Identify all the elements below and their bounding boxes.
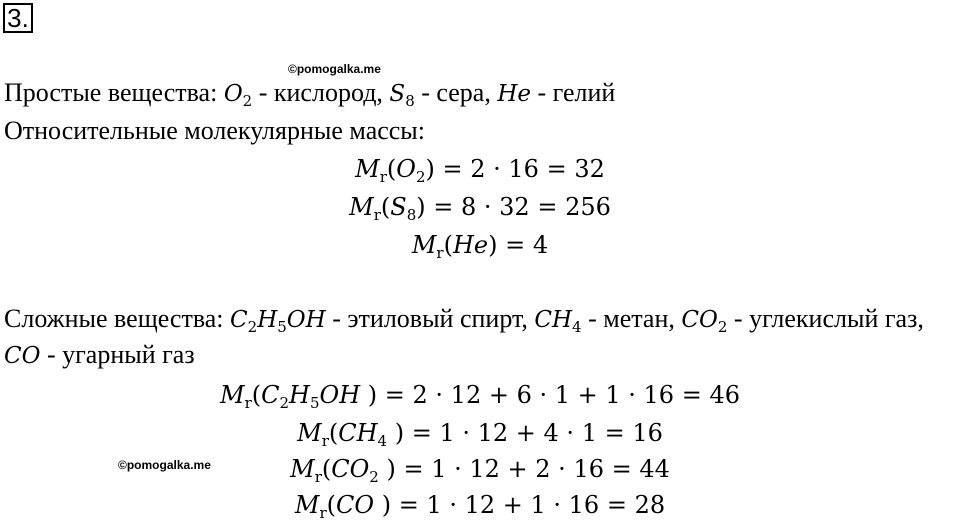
desc-s8: - сера, xyxy=(414,78,491,107)
equation-mr-ch4: $M_r(CH_4$ ) = 1 · 12 + 4 · 1 = 16 xyxy=(297,419,663,450)
mass-heading: Относительные молекулярные массы: xyxy=(4,116,426,145)
complex-substances-line xyxy=(4,304,924,335)
desc-o2: - кислород, xyxy=(252,78,383,107)
formula-c2h5oh: $C_2H_5OH$ xyxy=(230,307,326,336)
equation-mr-co2: $M_r(CO_2$ ) = 1 · 12 + 2 · 16 = 44 xyxy=(290,455,670,486)
formula-co: CO xyxy=(4,343,41,369)
desc-c2h5oh: - этиловый спирт, xyxy=(325,304,528,333)
simple-label: Простые вещества: xyxy=(4,78,218,107)
simple-substances-line xyxy=(4,78,615,109)
complex-substances-line-2 xyxy=(4,340,195,371)
task-number: 3. xyxy=(3,3,33,33)
watermark-top: ©pomogalka.me xyxy=(288,62,381,76)
formula-ch4: $CH_4$ xyxy=(534,307,582,336)
equation-mr-he: $M_r(He) = 4$ xyxy=(411,231,549,262)
watermark-bottom: ©pomogalka.me xyxy=(118,458,211,472)
formula-he: He xyxy=(497,81,532,107)
formula-o2: $O_2$ xyxy=(223,81,253,110)
desc-co2: - углекислый газ, xyxy=(727,304,924,333)
formula-s8: $S_8$ xyxy=(389,81,415,110)
desc-he: - гелий xyxy=(531,78,616,107)
desc-co: - угарный газ xyxy=(40,340,195,369)
equation-mr-o2: $M_r(O_2) = 2 \cdot 16 = 32$ xyxy=(355,155,605,186)
desc-ch4: - метан, xyxy=(581,304,675,333)
complex-label: Сложные вещества: xyxy=(4,304,224,333)
equation-mr-co: $M_r(CO$ ) = 1 · 12 + 1 · 16 = 28 xyxy=(294,491,666,522)
formula-co2: $CO_2$ xyxy=(681,307,728,336)
equation-mr-c2h5oh: $M_r(C_2H_5OH$ ) = 2 · 12 + 6 · 1 + 1 · 16 = 46 xyxy=(220,381,740,412)
equation-mr-s8: $M_r(S_8) = 8 \cdot 32 = 256$ xyxy=(349,193,611,224)
